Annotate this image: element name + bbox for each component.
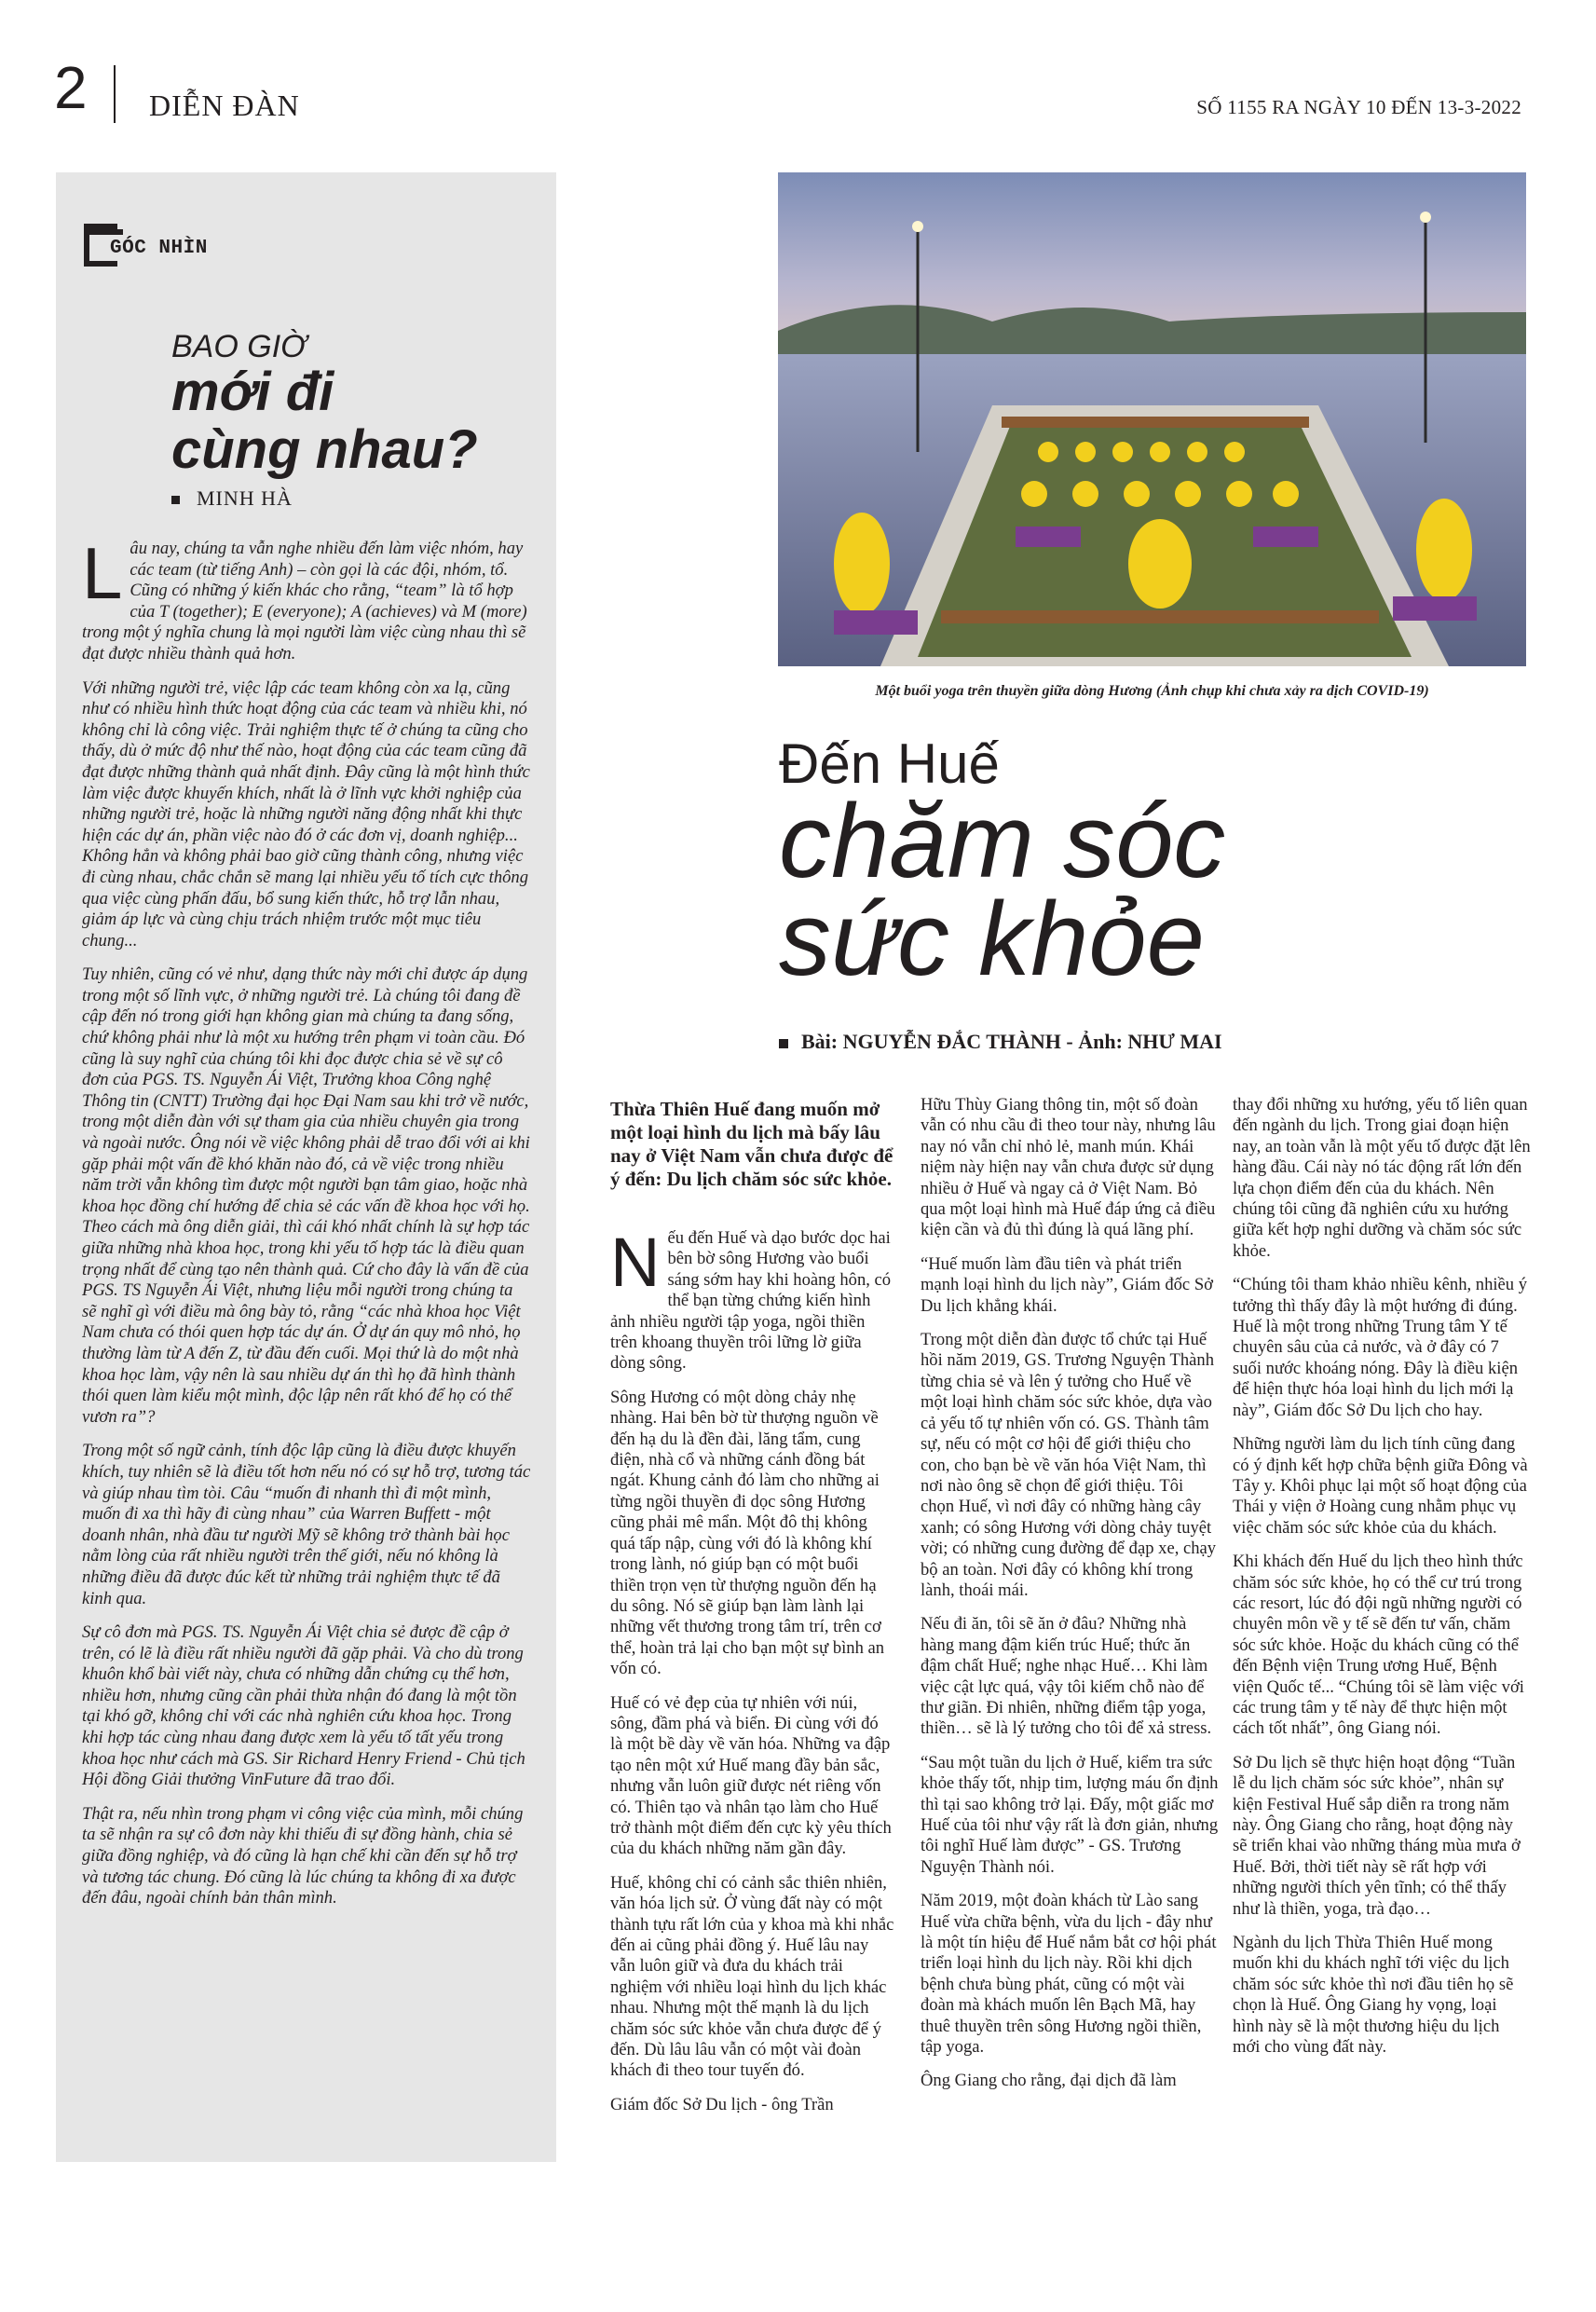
article-paragraph: Những người làm du lịch tính cũng đang có ý định kết hợp chữa bệnh giữa Đông và Tây y. Khôi phục lại một số hoạt động của Thái y viện ở Hoàng cung nhằm phục vụ việc chăm sóc sức khỏe của du khách.: [1233, 1434, 1528, 1538]
yoga-boat-illustration: [778, 172, 1526, 666]
opinion-paragraph: Lâu nay, chúng ta vẫn nghe nhiều đến làm việc nhóm, hay các team (từ tiếng Anh) – còn gọi là các đội, nhóm, tổ. Cũng có những ý kiến khác cho rằng, “team” là tổ hợp của T (together); E (everyone); A (achieves) và M (more) trong một ý nghĩa chung là mọi người làm việc cùng nhau thì sẽ đạt được nhiều thành quả hơn.: [82, 532, 527, 664]
opinion-paragraph: Với những người trẻ, việc lập các team không còn xa lạ, cũng như có nhiều hình thức hoạt động của các team và nhiều khi, nó không chỉ là công việc. Trải nghiệm thực tế ở chúng ta cũng cho thấy, dù ở mức độ như thế nào, hoạt động của các team cũng đã đạt được những thành quả nhất định. Đây cũng là một hình thức làm việc được khuyến khích, nhất là ở lĩnh vực khởi nghiệp của những người trẻ, hoặc là những người năng động nhất khi thực hiện các dự án, phần việc nào đó ở các đơn vị, doanh nghiệp... Không hẳn và không phải bao giờ cũng thành công, nhưng việc đi cùng nhau, chắc chắn sẽ mang lại nhiều yếu tố tích cực thông qua việc cùng phấn đấu, bổ sung kiến thức, hỗ trợ lẫn nhau, giảm áp lực và cùng chịu trách nhiệm trước một mục tiêu chung...: [82, 677, 530, 951]
column-label: GÓC NHÌN: [110, 238, 208, 259]
article-paragraph: Khi khách đến Huế du lịch theo hình thức chăm sóc sức khỏe, họ có thể cư trú trong các resort, lúc đó đội ngũ những người có chuyên môn về y tế sẽ đến tư vấn, chăm sóc sức khỏe. Hoặc du khách cũng có thể đến Bệnh viện Trung ương Huế, Bệnh viện Quốc tế... “Chúng tôi sẽ làm việc với các trung tâm y tế này để thực hiện một cách tốt nhất”, ông Giang nói.: [1233, 1552, 1524, 1739]
article-paragraph: “Huế muốn làm đầu tiên và phát triển mạnh loại hình du lịch này”, Giám đốc Sở Du lịch khẳng khái.: [921, 1253, 1213, 1316]
article-paragraph: Ông Giang cho rằng, đại dịch đã làm: [921, 2071, 1177, 2091]
opinion-title: [171, 363, 525, 479]
page-number: 2: [54, 54, 88, 121]
article-byline: Bài: NGUYỄN ĐẮC THÀNH - Ảnh: NHƯ MAI: [779, 1030, 1222, 1054]
header-divider: [114, 65, 116, 123]
opinion-title-line-1: mới đi: [171, 362, 334, 422]
article-paragraph: Sông Hương có một dòng chảy nhẹ nhàng. Hai bên bờ từ thượng nguồn về đến hạ du là đền đài, lăng tẩm, cung điện, nhà cổ và những cánh đồng bát ngát. Khung cảnh đó làm cho những ai từng ngồi thuyền đi dọc sông Hương cũng phải mê mẩn. Một đô thị không quá tấp nập, cùng với đó là không khí trong lành, nó giúp bạn có một buổi thiền trọn vẹn từ thượng nguồn đến hạ du sông. Nó sẽ giúp bạn làm lành lại những vết thương trong tâm trí, trên cơ thể, hoàn trả lại cho bạn một sự bình an vốn có.: [610, 1387, 885, 1679]
article-title: [779, 783, 1543, 997]
article-column-3: [1233, 1095, 1531, 2071]
article-title-line-2: sức khỏe: [779, 881, 1205, 997]
opinion-paragraph: Thật ra, nếu nhìn trong phạm vi công việc của mình, mỗi chúng ta sẽ nhận ra sự cô đơn này khi thiếu đi sự đồng hành, chia sẻ giữa đồng nghiệp, và đó cũng là hạn chế khi cần đến sự hỗ trợ và tương tác chung. Đó cũng là lúc chúng ta không đi xa được đến đâu, ngoài chính bản thân mình.: [82, 1803, 524, 1908]
opinion-paragraph: Sự cô đơn mà PGS. TS. Nguyễn Ái Việt chia sẻ được đề cập ở trên, có lẽ là điều rất nhiều người đã gặp phải. Và cho dù trong khuôn khổ bài viết này, chưa có những dẫn chứng cụ thể hơn, nhiều hơn, nhưng cũng cần phải thừa nhận đó đang là một tồn tại khó gỡ, không chỉ với các nhà nghiên cứu khoa học. Trong khi hợp tác cùng nhau đang được xem là yếu tố tất yếu trong khoa học như cách mà GS. Sir Richard Henry Friend - Chủ tịch Hội đồng Giải thưởng VinFuture đã trao đổi.: [82, 1622, 525, 1790]
article-paragraph: Huế, không chỉ có cảnh sắc thiên nhiên, văn hóa lịch sử. Ở vùng đất này có một thành tựu rất lớn của y khoa mà khi nhắc đến ai cũng phải đồng ý. Huế lâu nay vẫn luôn giữ và đưa du khách trải nghiệm với nhiều loại hình du lịch khác nhau. Nhưng một thế mạnh là du lịch chăm sóc sức khỏe vẫn chưa được để ý đến. Dù lâu lâu vẫn có một vài đoàn khách đi theo tour tuyến đó.: [610, 1872, 894, 2081]
opinion-author: [171, 486, 293, 511]
article-paragraph: Năm 2019, một đoàn khách từ Lào sang Huế vừa chữa bệnh, vừa du lịch - đây như là một tín hiệu để Huế nắm bắt cơ hội phát triển loại hình du lịch này. Rồi khi dịch bệnh chưa bùng phát, cũng có một vài đoàn mà khách muốn lên Bạch Mã, hay thuê thuyền trên sông Hương ngồi thiền, tập yoga.: [921, 1891, 1217, 2058]
article-paragraph: Huế có vẻ đẹp của tự nhiên với núi, sông, đầm phá và biển. Đi cùng với đó là một bề dày về văn hóa. Những va đập tạo nên một xứ Huế mang đầy bản sắc, nhưng vẫn luôn giữ được nét riêng vốn có. Thiên tạo và nhân tạo làm cho Huế trở thành một điểm đến cực kỳ yêu thích của du khách những năm gần đây.: [610, 1692, 892, 1859]
opinion-title-line-2: cùng nhau?: [171, 419, 478, 480]
article-kicker: Đến Huế: [779, 732, 1000, 795]
section-name: DIỄN ĐÀN: [149, 89, 300, 122]
article-dropcap: N: [610, 1224, 661, 1301]
bullet-square-icon: [779, 1039, 788, 1048]
article-paragraph: Nếu đi ăn, tôi sẽ ăn ở đâu? Những nhà hàng mang đậm kiến trúc Huế; thức ăn đậm chất Huế; nghe nhạc Huế… Khi làm việc cật lực quá, vậy tôi kiếm chỗ nào để thư giãn. Đi nhiên, những điểm tập yoga, thiền… sẽ là lý tưởng cho tôi để xả stress.: [921, 1614, 1212, 1739]
bullet-square-icon: [171, 496, 180, 504]
article-paragraph: Giám đốc Sở Du lịch - ông Trần: [610, 2094, 834, 2114]
photo-caption: Một buổi yoga trên thuyền giữa dòng Hương (Ảnh chụp khi chưa xảy ra dịch COVID-19): [875, 683, 1429, 699]
article-paragraph: “Chúng tôi tham khảo nhiều kênh, nhiều ý tưởng thì thấy đây là một hướng đi đúng. Huế là một trong những Trung tâm Y tế chuyên sâu của cả nước, và ở đây có 7 suối nước khoáng nóng. Đây là điều kiện để hiện thực hóa loại hình du lịch mới lạ này”, Giám đốc Sở Du lịch cho hay.: [1233, 1275, 1528, 1420]
yoga-boat-photo: [778, 172, 1526, 666]
article-paragraph: Sở Du lịch sẽ thực hiện hoạt động “Tuần lễ du lịch chăm sóc sức khỏe”, nhân sự kiện Festival Huế sắp diễn ra trong năm này. Ông Giang cho rằng, hoạt động này sẽ triển khai vào những tháng mùa mưa ở Huế. Bởi, thời tiết này sẽ rất hợp với những người thích yên tĩnh; có thể thấy như là thiền, yoga, trà đạo…: [1233, 1752, 1521, 1919]
article-paragraph: thay đổi những xu hướng, yếu tố liên quan đến ngành du lịch. Trong giai đoạn hiện nay, an toàn vẫn là một yếu tố được đặt lên hàng đầu. Cái này nó tác động rất lớn đến lựa chọn điểm đến của du khách. Nên chúng tôi cũng đã nghiên cứu xu hướng giữa kết hợp nghỉ dưỡng và chăm sóc sức khỏe.: [1233, 1095, 1531, 1261]
opinion-paragraph: Tuy nhiên, cũng có vẻ như, dạng thức này mới chỉ được áp dụng trong một số lĩnh vực, ở những người trẻ. Là chúng tôi đang đề cập đến nó trong giới hạn không gian mà chúng ta đang sống, chứ không phải như là một xu hướng trên phạm vi toàn cầu. Đó cũng là suy nghĩ của chúng tôi khi đọc được chia sẻ về sự cô đơn của PGS. TS. Nguyễn Ái Việt, Trưởng khoa Công nghệ Thông tin (CNTT) Trường đại học Đại Nam sau khi trở về nước, trong một diễn đàn với sự tham gia của nhiều chuyên gia trong và ngoài nước. Ông nói về việc không phải dễ trao đổi với ai khi gặp phải một vấn đề khó khăn nào đó, cả về việc trong nhiều năm trời vẫn không tìm được một người bạn tâm giao, hoặc nhà khoa học đồng chí hướng để chia sẻ các vấn đề khoa học với họ. Theo cách mà ông diễn giải, thì cái khó nhất chính là sự hợp tác giữa những nhà khoa học, trong khi yếu tố hợp tác là điều quan trọng nhất để cùng tạo nên thành quả. Cứ cho đây là vấn đề của PGS. TS Nguyễn Ái Việt, nhưng liệu mỗi người trong chúng ta sẽ nghĩ gì với điều mà ông bày tỏ, rằng “các nhà khoa học Việt Nam chưa có thói quen hợp tác dự án. Ở dự án quy mô nhỏ, họ thường làm từ A đến Z, từ đầu đến cuối. Mọi thứ là do một nhà khoa học làm, vậy nên là sau nhiều dự án thì họ đã hình thành thói quen làm kiểu một mình, độc lập nên rất khó để họ có thể vươn ra”?: [82, 964, 530, 1427]
issue-info: SỐ 1155 RA NGÀY 10 ĐẾN 13-3-2022: [1196, 96, 1521, 118]
opinion-author-name: MINH HÀ: [197, 486, 293, 510]
article-paragraph: Hữu Thùy Giang thông tin, một số đoàn vẫn có nhu cầu đi theo tour này, nhưng lâu nay nó vẫn chỉ nhỏ lẻ, manh mún. Khái niệm này hiện nay vẫn chưa được sử dụng nhiều ở Huế và ngay cả ở Việt Nam. Bỏ qua một loại hình mà Huế đáp ứng cả điều kiện cần và đủ thì đúng là quá lãng phí.: [921, 1095, 1216, 1240]
opinion-body: [82, 532, 531, 1922]
article-paragraph: Nếu đến Huế và dạo bước dọc hai bên bờ sông Hương vào buổi sáng sớm hay khi hoàng hôn, có thể bạn từng chứng kiến hình ảnh nhiều người tập yoga, ngồi thiền trên khoang thuyền trôi lững lờ giữa dòng sông.: [610, 1224, 892, 1374]
opinion-dropcap: L: [82, 532, 123, 614]
article-paragraph: Ngành du lịch Thừa Thiên Huế mong muốn khi du khách nghĩ tới việc du lịch chăm sóc sức khỏe thì nơi đầu tiên họ sẽ chọn là Huế. Ông Giang hy vọng, loại hình này sẽ là một thương hiệu du lịch mới cho vùng đất này.: [1233, 1933, 1514, 2058]
article-title-line-1: chăm sóc: [779, 783, 1226, 899]
article-paragraph: “Sau một tuần du lịch ở Huế, kiểm tra sức khỏe thấy tốt, nhịp tim, lượng máu ổn định thì tại sao không trở lại. Đấy, một giấc mơ Huế của tôi như vậy rất là đơn giản, nhưng tôi nghĩ Huế làm được” - GS. Trương Nguyện Thành nói.: [921, 1752, 1219, 1877]
opinion-paragraph: Trong một số ngữ cảnh, tính độc lập cũng là điều được khuyến khích, tuy nhiên sẽ là điều tốt hơn nếu nó có sự hỗ trợ, tương tác và giúp nhau tìm tòi. Câu “muốn đi nhanh thì đi một mình, muốn đi xa thì hãy đi cùng nhau” của Warren Buffett - một doanh nhân, nhà đầu tư người Mỹ sẽ không trở thành bài học nằm lòng của rất nhiều người trên thế giới, nếu nó không là những điều đã được đúc kết từ những trải nghiệm thực tế đã kinh qua.: [82, 1441, 531, 1608]
opinion-kicker: BAO GIỜ: [171, 329, 307, 364]
article-column-1: [610, 1098, 894, 2128]
article-paragraph: Trong một diễn đàn được tổ chức tại Huế hồi năm 2019, GS. Trương Nguyện Thành từng chia sẻ và lên ý tưởng cho Huế về một loại hình chăm sóc sức khỏe, dựa vào cả yếu tố tự nhiên vốn có. GS. Thành tâm sự, nếu có một cơ hội để giới thiệu cho con, cho bạn bè về văn hóa Việt Nam, thì nơi nào ông sẽ chọn để giới thiệu. Tôi chọn Huế, vì nơi đây có những hàng cây xanh; có sông Hương với dòng chảy tuyệt vời; có những cung đường để đạp xe, chạy bộ an toàn. Nơi đây có không khí trong lành, thoái mái.: [921, 1330, 1217, 1600]
article-column-2: [921, 1095, 1219, 2105]
article-lede: Thừa Thiên Huế đang muốn mở một loại hình du lịch mà bấy lâu nay ở Việt Nam vẫn chưa được để ý đến: Du lịch chăm sóc sức khỏe.: [610, 1098, 893, 1190]
